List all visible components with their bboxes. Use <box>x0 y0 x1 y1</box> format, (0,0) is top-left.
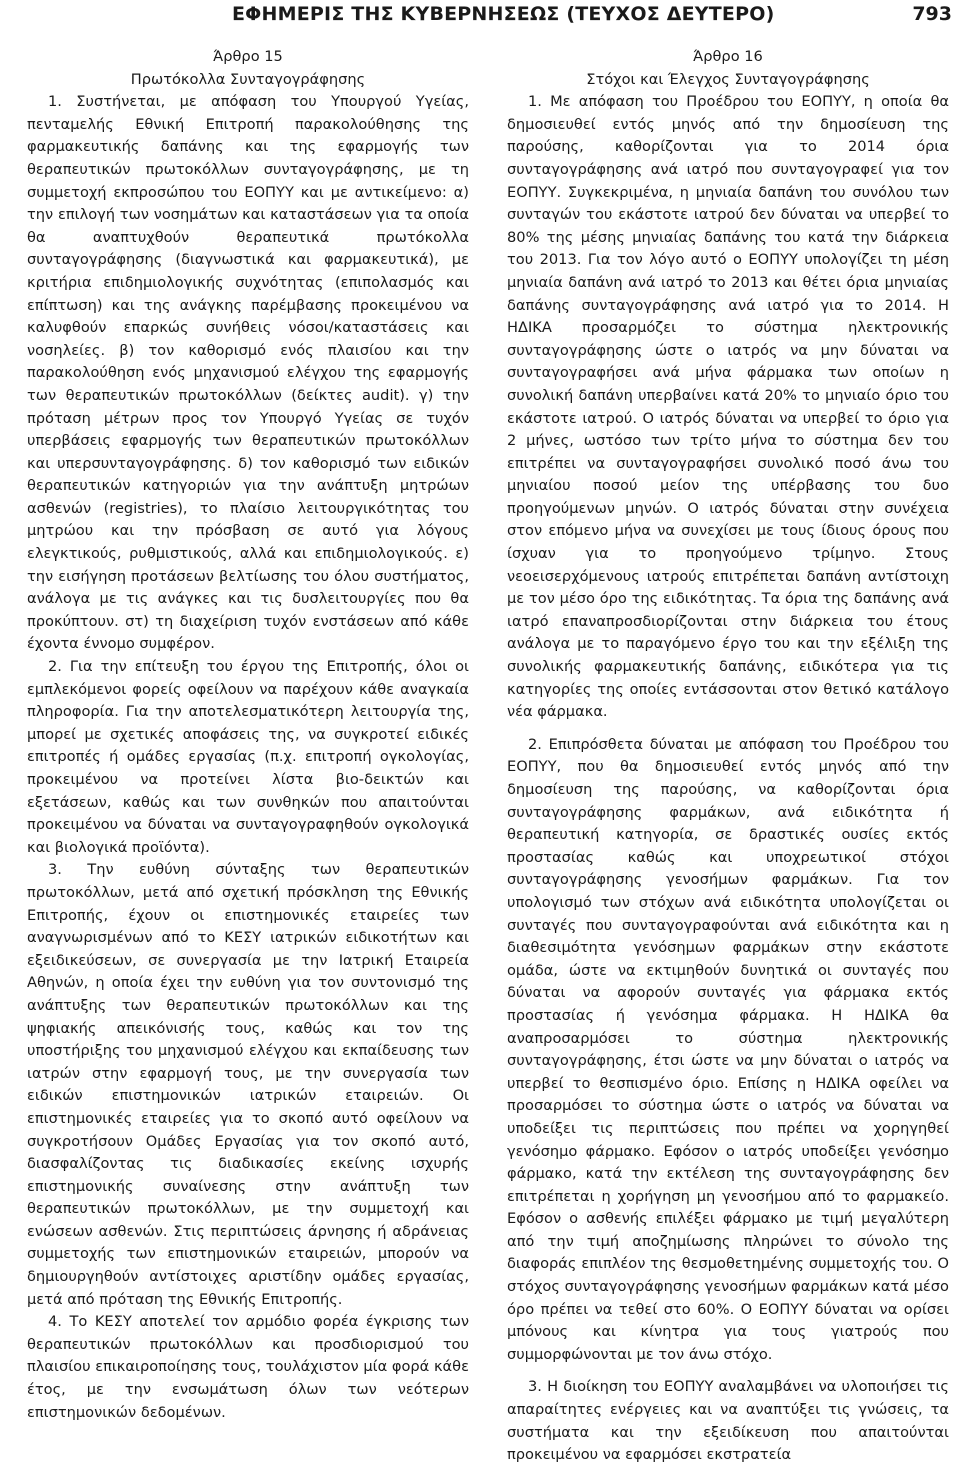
article-15-paragraph-3: 3. Την ευθύνη σύνταξης των θεραπευτικών πρωτοκόλλων, μετά από σχετική πρόσκληση της Εθνικής Επιτροπής, έχουν οι επιστημονικές εταιρείες των αναγνωρισμένων από το ΚΕΣΥ ιατρικών ειδικοτήτων και εξειδικεύσεων, σε συνεργασία με την Ιατρική Εταιρεία Αθηνών, η οποία έχει την ευθύνη για τον συντονισμό της ανάπτυξης των θεραπευτικών πρωτοκόλλων και της ψηφιακής απεικόνισής τους, καθώς και τον της υποστήριξης του μηχανισμού ελέγχου και εκπαίδευσης των ιατρών στην εφαρμογή τους, με την συνεργασία των ειδικών επιστημονικών ιατρικών εταιρειών. Οι επιστημονικές εταιρείες για το σκοπό αυτό οφείλουν να συγκροτήσουν Ομάδες Εργασίας για τον σκοπό αυτό, διασφαλίζοντας τις διαδικασίες εκείνης ισχυρής επιστημονικής συναίνεσης στην ανάπτυξη των θεραπευτικών πρωτοκόλλων, με την συμμετοχή και ενώσεων ασθενών. Στις περιπτώσεις άρνησης ή αδράνειας συμμετοχής των επιστημονικών εταιρειών, μπορούν να δημιουργηθούν αντίστοιχες αριστίδην ομάδες εργασίας, μετά από πρόταση της Εθνικής Επιτροπής. <box>27 861 469 1308</box>
article-16-paragraph-3: 3. Η διοίκηση του ΕΟΠΥΥ αναλαμβάνει να υλοποιήσει τις απαραίτητες ενέργειες και να αναπτύξει τις γνώσεις, τα συστήματα και την εξειδίκευση που απαιτούνται προκειμένου να εφαρμόσει εκστρατεία <box>507 1378 949 1464</box>
page-number: 793 <box>912 3 952 25</box>
article-15-title: Πρωτόκολλα Συνταγογράφησης <box>130 70 366 88</box>
article-15-paragraph-1: 1. Συστήνεται, με απόφαση του Υπουργού Υγείας, πενταμελής Εθνική Επιτροπή παρακολούθησης της φαρμακευτικής δαπάνης και της εφαρμογής των θεραπευτικών πρωτοκόλλων συνταγογράφησης, με τη συμμετοχή εκπροσώπου του ΕΟΠΥΥ και με αντικείμενο: α) την επιλογή των νοσημάτων και καταστάσεων για τα οποία θα αναπτυχθούν θεραπευτικά πρωτόκολλα συνταγογράφησης (διαγνωστικά και φαρμακευτικά), με κριτήρια επιδημιολογικής συχνότητας (επιπολασμός και επίπτωση) και της ανάγκης παρέμβασης προκειμένου να καλυφθούν επαρκώς συνήθεις νόσοι/καταστάσεις και νοσηλείες. β) τον καθορισμό ενός πλαισίου και την παρακολούθηση ενός μηχανισμού ελέγχου της εφαρμογής των θεραπευτικών πρωτοκόλλων (δείκτες audit). γ) την πρόταση μέτρων προς τον Υπουργό Υγείας σε τυχόν υπερβάσεις εφαρμογής των θεραπευτικών πρωτοκόλλων και υπερσυνταγογράφησης. δ) τον καθορισμό των ειδικών θεραπευτικών κατηγοριών για την ανάπτυξη μητρώων ασθενών (registries), το πλαίσιο λειτουργικότητας του μητρώου και την πρόσβαση σε αυτό για λόγους ελεγκτικούς, ρυθμιστικούς, αλλά και επιδημιολογικούς. ε) την εισήγηση προτάσεων βελτίωσης του όλου συστήματος, ανάλογα με τις ανάγκες και τις δυσλειτουργίες που θα προκύπτουν. στ) τη διαχείριση τυχόν ενστάσεων από κάθε έχοντα έννομο συμφέρον. <box>27 93 469 653</box>
gazette-title: ΕΦΗΜΕΡΙΣ ΤΗΣ ΚΥΒΕΡΝΗΣΕΩΣ (ΤΕΥΧΟΣ ΔΕΥΤΕΡΟ) <box>232 3 775 25</box>
page-header <box>0 0 960 40</box>
article-15-paragraph-2: 2. Για την επίτευξη του έργου της Επιτροπής, όλοι οι εμπλεκόμενοι φορείς οφείλουν να παρέχουν κάθε αναγκαία πληροφορία. Για την αποτελεσματικότερη λειτουργία της, μπορεί με σχετικές αποφάσεις της, να συγκροτεί ειδικές επιτροπές ή ομάδες εργασίας (π.χ. επιτροπή ογκολογίας, προκειμένου να προτείνει λίστα βιο-δεικτών και εξετάσεων, καθώς και των συνθηκών που απαιτούνται προκειμένου να δύναται να συνταγογραφηθούν ογκολογικά και βιολογικά προϊόντα). <box>27 658 469 856</box>
article-15-paragraph-4: 4. Το ΚΕΣΥ αποτελεί τον αρμόδιο φορέα έγκρισης των θεραπευτικών πρωτοκόλλων και προσδιορισμού του πλαισίου επικαιροποίησης τους, τουλάχιστον μία φορά κάθε έτος, με την ενσωμάτωση όλων των νεότερων επιστημονικών δεδομένων. <box>27 1313 469 1421</box>
article-16-paragraph-2: 2. Επιπρόσθετα δύναται με απόφαση του Προέδρου του ΕΟΠΥΥ, που θα δημοσιευθεί εντός μηνός από την δημοσίευση της παρούσης, να καθορίζονται όρια συνταγογράφησης φαρμάκων, ανά ειδικότητα ή θεραπευτική κατηγορία, σε δραστικές ουσίες εκτός προστασίας καθώς και υποχρεωτικοί στόχοι συνταγογράφησης γενοσήμων φαρμάκων. Για τον υπολογισμό των στόχων ανά ειδικότητα υπολογίζεται οι συνταγές που συνταγογραφούνται ανά ειδικότητα και η διαθεσιμότητα γενόσημων φαρμάκων στην εκάστοτε ομάδα, ώστε να εκτιμηθούν δυνητικά οι συνταγές που δύναται να αφορούν συνταγές για φάρμακα εκτός προστασίας ή γενόσημα φάρμακα. Η ΗΔΙΚΑ θα αναπροσαρμόσει το σύστημα ηλεκτρονικής συνταγογράφησης, έτσι ώστε να μην δύναται ο ιατρός να υπερβεί το θεσπισμένο όριο. Επίσης η ΗΔΙΚΑ οφείλει να προσαρμόσει το σύστημα ώστε ο ιατρός να δύναται να υποδείξει τις περιπτώσεις που πρέπει να χορηγηθεί γενόσημο φάρμακο. Εφόσον ο ιατρός υποδείξει γενόσημο φάρμακο, κατά την εκτέλεση της συνταγογράφησης δεν επιτρέπεται η χορήγηση μη γενοσήμου από το φαρμακείο. Εφόσον ο ασθενής επιλέξει φάρμακο με τιμή μεγαλύτερη από την τιμή αποζημίωσης πληρώνει το σύνολο της διαφοράς επιπλέον της θεσμοθετημένης συμμετοχής του. Ο στόχος συνταγογράφησης γενοσήμων φαρμάκων κατά μέσο όρο πρέπει να τεθεί στο 60%. Ο ΕΟΠΥΥ δύναται να ορίσει μπόνους και κίνητρα για τους γιατρούς που συμμορφώνονται με τον άνω στόχο. <box>507 735 949 1363</box>
article-16-title: Στόχοι και Έλεγχος Συνταγογράφησης <box>586 70 870 88</box>
left-column <box>27 46 469 1424</box>
right-column <box>507 46 949 1467</box>
article-16-number: Άρθρο 16 <box>693 48 763 65</box>
article-15-number: Άρθρο 15 <box>213 48 283 65</box>
article-16-paragraph-1: 1. Με απόφαση του Προέδρου του ΕΟΠΥΥ, η οποία θα δημοσιευθεί εντός μηνός από την δημοσίευση της παρούσης, καθορίζονται για το 2014 όρια συνταγογράφησης ανά ιατρό που συνταγογραφεί για τον ΕΟΠΥΥ. Συγκεκριμένα, η μηνιαία δαπάνη του συνόλου των συνταγών του εκάστοτε ιατρού δεν δύναται να υπερβεί το 80% της μέσης μηνιαίας δαπάνης του κατά την διάρκεια του 2013. Για τον λόγο αυτό ο ΕΟΠΥΥ υπολογίζει τη μέση μηνιαία δαπάνη ανά ιατρό το 2013 και θέτει όρια μηνιαίας δαπάνης συνταγογράφησης ανά ιατρό για το 2014. Η ΗΔΙΚΑ προσαρμόζει το σύστημα ηλεκτρονικής συνταγογράφησης ώστε ο ιατρός να μην δύναται να συνταγογραφήσει ανά μήνα φάρμακα των οποίων η συνολική δαπάνη υπερβαίνει κατά 20% το μηνιαίο όριο του εκάστοτε ιατρού. Ο ιατρός δύναται να υπερβεί το όριο για 2 μήνες, ωστόσο των τρίτο μήνα το σύστημα δεν του επιτρέπει να συνταγογραφήσει συνολικό ποσό άνω του μηνιαίου ποσού μείον της υπέρβασης του δυο προηγούμενων μηνών. Ο ιατρός δύναται στην συνέχεια στον επόμενο μήνα να συνεχίσει με τους ίδιους όρους που ίσχυαν για το προηγούμενο τρίμηνο. Στους νεοεισερχόμενους ιατρούς επιτρέπεται δαπάνη αντίστοιχη με τον μέσο όρο της ειδικότητας. Τα όρια της δαπάνης ανά ιατρό επαναπροσδιορίζονται στην διάρκεια του έτους ανάλογα με το παραγόμενο έργο του και την εξέλιξη της συνολικής φαρμακευτικής δαπάνης, ειδικότερα για τις κατηγορίες της οποίες εντάσσονται στον θετικό κατάλογο νέα φάρμακα. <box>507 93 949 721</box>
